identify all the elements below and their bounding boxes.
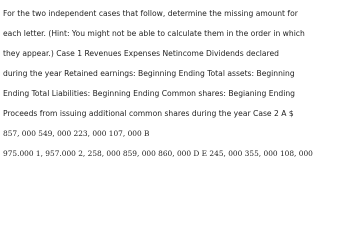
text-line-6: Proceeds from issuing additional common shares during the year Case 2 A $ (3, 109, 294, 118)
text-line-8: 975.000 1, 957.000 2, 258, 000 859, 000 860, 000 D E 245, 000 355, 000 108, 000 (3, 149, 313, 158)
text-line-3: they appear.) Case 1 Revenues Expenses Netincome Dividends declared (3, 49, 279, 58)
text-line-1: For the two independent cases that follow, determine the missing amount for (3, 9, 298, 18)
text-line-2: each letter. (Hint: You might not be able to calculate them in the order in which (3, 29, 305, 38)
text-line-5: Ending Total Liabilities: Beginning Ending Common shares: Begianing Ending (3, 89, 295, 98)
text-line-4: during the year Retained earnings: Beginning Ending Total assets: Beginning (3, 69, 295, 78)
text-line-7: 857, 000 549, 000 223, 000 107, 000 B (3, 129, 150, 138)
problem-text (3, 4, 348, 164)
